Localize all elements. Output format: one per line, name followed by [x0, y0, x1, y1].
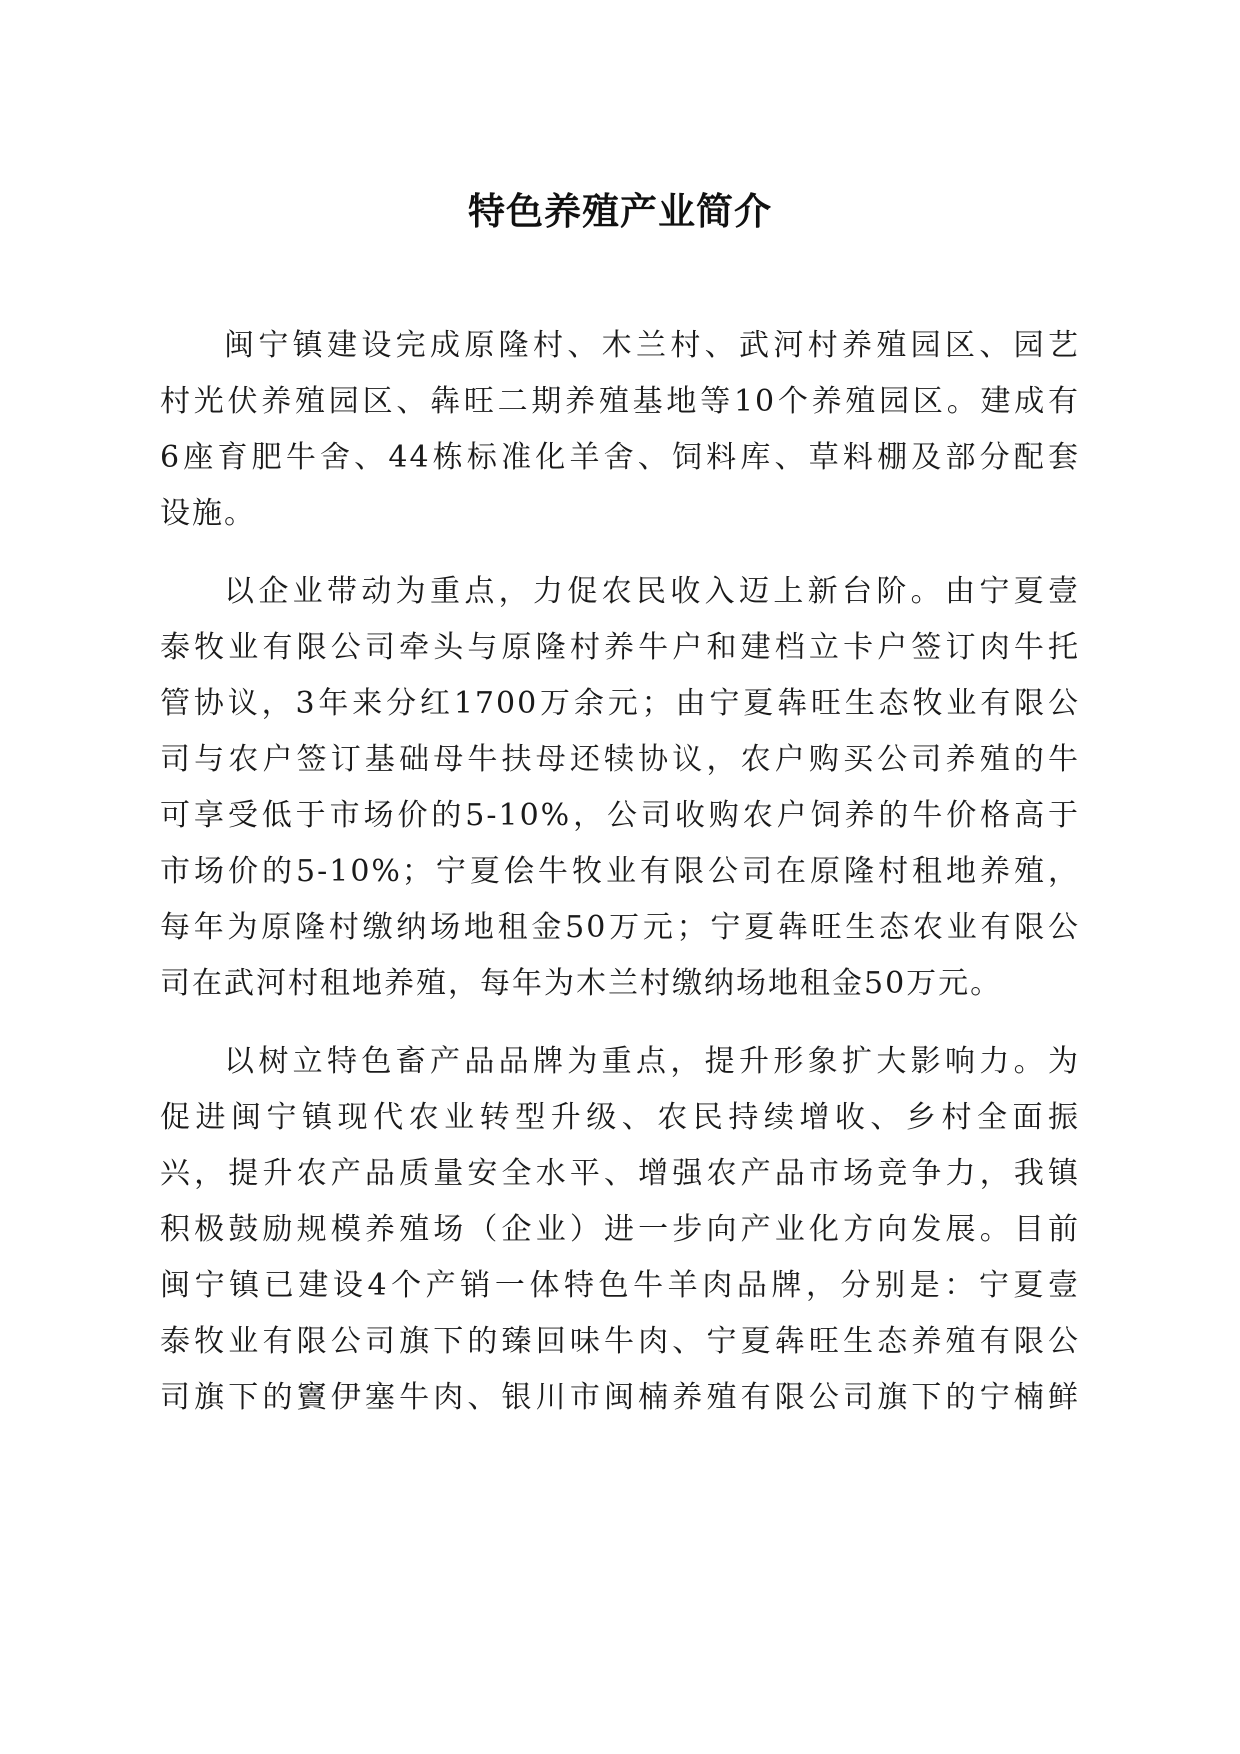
paragraph-line: 村光伏养殖园区、犇旺二期养殖基地等10个养殖园区。建成有	[160, 384, 1080, 419]
paragraph-line: 司与农户签订基础母牛扶母还犊协议，农户购买公司养殖的牛	[160, 742, 1080, 777]
paragraph-line: 司旗下的竇伊塞牛肉、银川市闽楠养殖有限公司旗下的宁楠鲜	[160, 1380, 1080, 1415]
paragraph-farming-parks	[160, 318, 1080, 542]
document-title: 特色养殖产业简介	[468, 189, 772, 233]
paragraph-line: 泰牧业有限公司旗下的臻回味牛肉、宁夏犇旺生态养殖有限公	[160, 1324, 1080, 1359]
paragraph-line: 以企业带动为重点，力促农民收入迈上新台阶。由宁夏壹	[224, 574, 1080, 609]
paragraph-line: 可享受低于市场价的5-10%，公司收购农户饲养的牛价格高于	[160, 798, 1080, 833]
paragraph-line: 闽宁镇建设完成原隆村、木兰村、武河村养殖园区、园艺	[224, 328, 1080, 363]
paragraph-line: 闽宁镇已建设4个产销一体特色牛羊肉品牌，分别是：宁夏壹	[160, 1268, 1080, 1303]
paragraph-line: 兴，提升农产品质量安全水平、增强农产品市场竞争力，我镇	[160, 1156, 1080, 1191]
paragraph-line: 管协议，3年来分红1700万余元；由宁夏犇旺生态牧业有限公	[160, 686, 1080, 721]
document-body	[160, 318, 1080, 1448]
paragraph-line: 促进闽宁镇现代农业转型升级、农民持续增收、乡村全面振	[160, 1100, 1080, 1135]
paragraph-line: 以树立特色畜产品品牌为重点，提升形象扩大影响力。为	[224, 1044, 1080, 1079]
paragraph-line: 司在武河村租地养殖，每年为木兰村缴纳场地租金50万元。	[160, 966, 1003, 1001]
paragraph-line: 6座育肥牛舍、44栋标准化羊舍、饲料库、草料棚及部分配套	[160, 440, 1080, 475]
paragraph-enterprise-driven	[160, 564, 1080, 1012]
paragraph-line: 每年为原隆村缴纳场地租金50万元；宁夏犇旺生态农业有限公	[160, 910, 1080, 945]
paragraph-line: 市场价的5-10%；宁夏侩牛牧业有限公司在原隆村租地养殖，	[160, 854, 1080, 889]
paragraph-line: 积极鼓励规模养殖场（企业）进一步向产业化方向发展。目前	[160, 1212, 1080, 1247]
paragraph-brand-building	[160, 1034, 1080, 1426]
paragraph-line: 设施。	[160, 496, 256, 531]
paragraph-line: 泰牧业有限公司牵头与原隆村养牛户和建档立卡户签订肉牛托	[160, 630, 1080, 665]
